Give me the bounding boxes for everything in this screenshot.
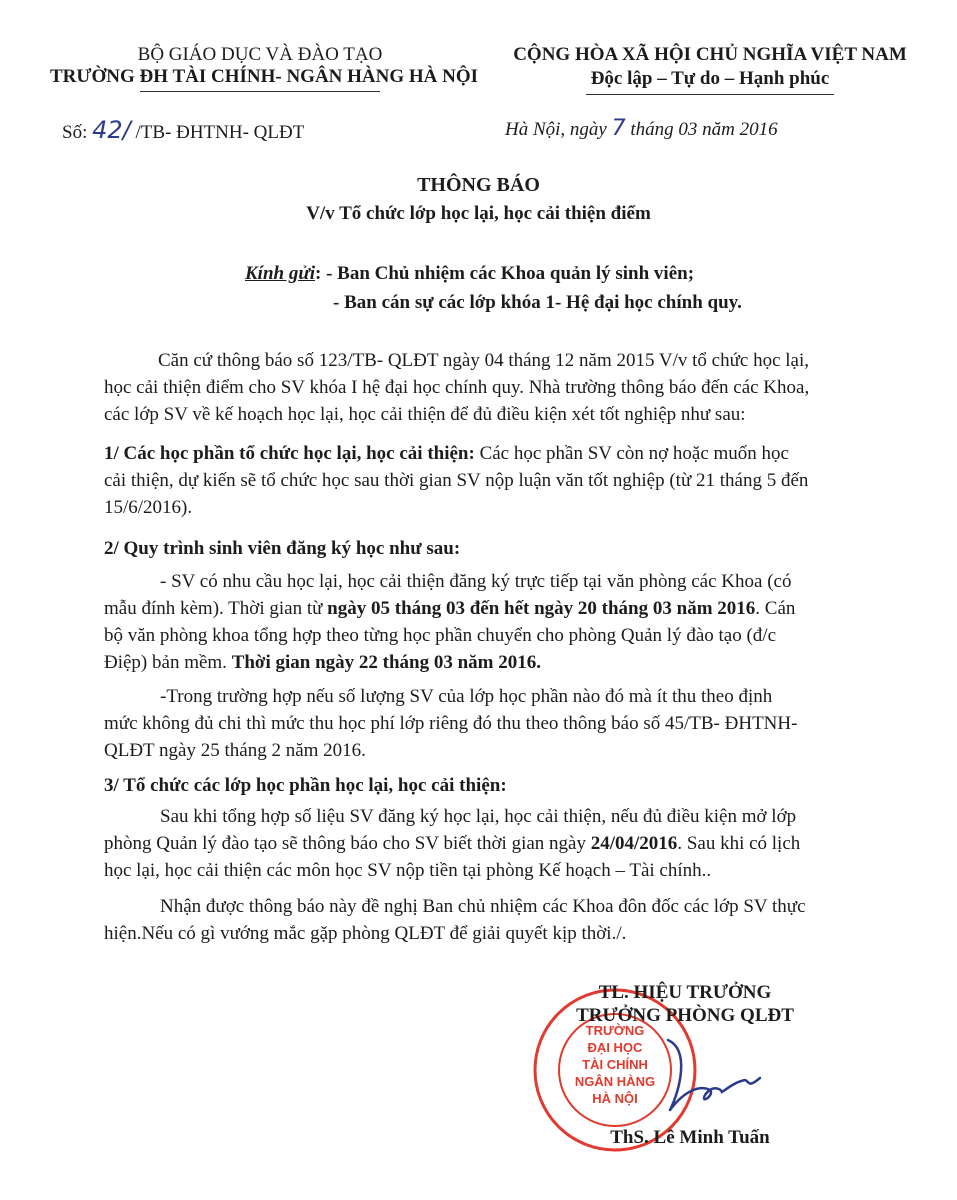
body-line: - SV có nhu cầu học lại, học cải thiện đăng ký trực tiếp tại văn phòng các Khoa (có (160, 571, 792, 592)
recipients-line-1: Kính gửi: - Ban Chủ nhiệm các Khoa quản lý sinh viên; (245, 263, 695, 284)
document-title: THÔNG BÁO (417, 174, 540, 196)
handwritten-signature (650, 1030, 770, 1120)
body-line: hiện.Nếu có gì vướng mắc gặp phòng QLĐT để giải quyết kịp thời./. (104, 923, 627, 944)
ministry-name: BỘ GIÁO DỤC VÀ ĐÀO TẠO (137, 44, 383, 65)
body-line: học lại, học cải thiện các môn học SV nộp tiền tại phòng Kế hoạch – Tài chính.. (104, 860, 712, 881)
body-line: 15/6/2016). (104, 497, 193, 518)
body-line: bộ văn phòng khoa tổng hợp theo từng học phần chuyển cho phòng Quản lý đào tạo (đ/c (104, 625, 777, 646)
signature-position: TRƯỞNG PHÒNG QLĐT (576, 1005, 794, 1026)
svg-text:TRƯỜNG: TRƯỜNG (585, 1023, 645, 1038)
body-line: Nhận được thông báo này đề nghị Ban chủ nhiệm các Khoa đôn đốc các lớp SV thực (160, 896, 806, 917)
body-line: Sau khi tổng hợp số liệu SV đăng ký học lại, học cải thiện, nếu đủ điều kiện mở lớp (160, 806, 797, 827)
svg-text:HÀ NỘI: HÀ NỘI (592, 1091, 638, 1106)
header-right-underline (586, 94, 834, 95)
body-line: các lớp SV về kế hoạch học lại, học cải thiện để đủ điều kiện xét tốt nghiệp như sau: (104, 404, 746, 425)
body-line: mẫu đính kèm). Thời gian từ ngày 05 tháng 03 đến hết ngày 20 tháng 03 năm 2016. Cán (104, 598, 796, 619)
document-date: Hà Nội, ngày 7 tháng 03 năm 2016 (505, 116, 778, 141)
svg-text:ĐẠI HỌC: ĐẠI HỌC (587, 1040, 643, 1055)
body-line: mức không đủ chi thì mức thu học phí lớp riêng đó thu theo thông báo số 45/TB- ĐHTNH- (104, 713, 798, 734)
country-motto: Độc lập – Tự do – Hạnh phúc (590, 68, 830, 89)
svg-text:NGÂN HÀNG: NGÂN HÀNG (574, 1074, 656, 1089)
body-line: phòng Quản lý đào tạo sẽ thông báo cho SV biết thời gian ngày 24/04/2016. Sau khi có lịch (104, 833, 801, 854)
header-left-underline (140, 91, 380, 92)
recipients-line-2: - Ban cán sự các lớp khóa 1- Hệ đại học chính quy. (333, 292, 742, 313)
svg-text:TÀI CHÍNH: TÀI CHÍNH (582, 1057, 648, 1072)
document-subject: V/v Tổ chức lớp học lại, học cải thiện điểm (306, 203, 651, 224)
signature-title: TL. HIỆU TRƯỞNG (598, 982, 772, 1003)
body-line: cải thiện, dự kiến sẽ tổ chức học sau thời gian SV nộp luận văn tốt nghiệp (từ 21 tháng 5 đến (104, 470, 809, 491)
body-line: -Trong trường hợp nếu số lượng SV của lớp học phần nào đó mà ít thu theo định (160, 686, 773, 707)
section-1-line: 1/ Các học phần tổ chức học lại, học cải thiện: Các học phần SV còn nợ hoặc muốn học (104, 443, 789, 464)
section-3-title: 3/ Tổ chức các lớp học phần học lại, học cải thiện: (104, 775, 507, 796)
section-1-title: 1/ Các học phần tổ chức học lại, học cải thiện: (104, 443, 475, 464)
signer-name: ThS. Lê Minh Tuấn (610, 1127, 770, 1148)
body-line: học cải thiện điểm cho SV khóa I hệ đại học chính quy. Nhà trường thông báo đến các Khoa, (104, 377, 810, 398)
university-name: TRƯỜNG ĐH TÀI CHÍNH- NGÂN HÀNG HÀ NỘI (50, 66, 479, 87)
country-name: CỘNG HÒA XÃ HỘI CHỦ NGHĨA VIỆT NAM (513, 44, 907, 65)
document-number: Số: 42/ /TB- ĐHTNH- QLĐT (62, 116, 305, 144)
body-line: Điệp) bản mềm. Thời gian ngày 22 tháng 03 năm 2016. (104, 652, 541, 673)
section-2-title: 2/ Quy trình sinh viên đăng ký học như sau: (104, 538, 461, 559)
body-line: Căn cứ thông báo số 123/TB- QLĐT ngày 04 tháng 12 năm 2015 V/v tổ chức học lại, (158, 350, 810, 371)
body-line: QLĐT ngày 25 tháng 2 năm 2016. (104, 740, 366, 761)
